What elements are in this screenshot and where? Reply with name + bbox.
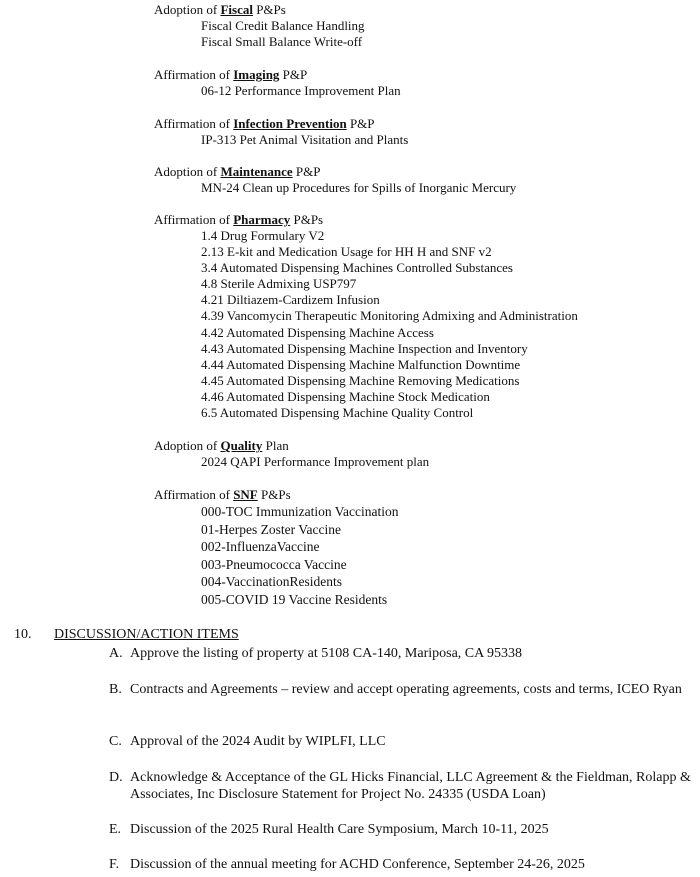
item-text: Discussion of the annual meeting for ACHD Conference, September 24-26, 2025 (130, 857, 585, 872)
policy-item: 005-COVID 19 Vaccine Residents (201, 591, 388, 607)
policy-item: 4.44 Automated Dispensing Machine Malfunction Downtime (201, 356, 521, 372)
section-heading: Adoption of Fiscal P&Ps (154, 2, 286, 17)
item-text: Approval of the 2024 Audit by WIPLFI, LLC (130, 734, 386, 749)
section-quality (154, 438, 429, 470)
action-item (109, 856, 699, 873)
action-item (109, 645, 699, 662)
category-maintenance: Maintenance (220, 164, 293, 179)
category-pharmacy: Pharmacy (233, 212, 291, 227)
action-item (109, 681, 699, 698)
item-letter: B. (109, 682, 122, 697)
policy-item: 003-Pneumococca Vaccine (201, 556, 347, 572)
section-maintenance (154, 164, 516, 196)
item-text: Acknowledge & Acceptance of the GL Hicks Financial, LLC Agreement & the Fieldman, Rolapp & Associates, Inc Disclosure Statement for Project No. 24335 (USDA Loan) (130, 770, 691, 802)
policy-item: 002-InfluenzaVaccine (201, 539, 320, 555)
policy-item: 06-12 Performance Improvement Plan (201, 83, 401, 98)
item-letter: E. (109, 822, 122, 837)
category-fiscal: Fiscal (220, 2, 253, 17)
policy-item: Fiscal Small Balance Write-off (201, 34, 363, 50)
policy-item: 4.21 Diltiazem-Cardizem Infusion (201, 292, 380, 308)
item-letter: C. (109, 734, 122, 749)
policy-item: 004-VaccinationResidents (201, 574, 342, 590)
policy-item: 2.13 E-kit and Medication Usage for HH H and SNF v2 (201, 244, 492, 260)
policy-item: 4.39 Vancomycin Therapeutic Monitoring Admixing and Administration (201, 308, 578, 324)
item-text: Discussion of the 2025 Rural Health Care Symposium, March 10-11, 2025 (130, 822, 549, 837)
item-text: Contracts and Agreements – review and accept operating agreements, costs and terms, ICEO Ryan (130, 682, 682, 697)
policy-item: MN-24 Clean up Procedures for Spills of Inorganic Mercury (201, 180, 517, 195)
section-heading: Affirmation of Imaging P&P (154, 67, 308, 82)
item-letter: F. (109, 857, 120, 872)
section-title: DISCUSSION/ACTION ITEMS (54, 627, 239, 642)
section-infection-prevention (154, 116, 408, 148)
section-number: 10. (14, 627, 32, 642)
action-item (109, 821, 699, 838)
policy-item: 000-TOC Immunization Vaccination (201, 504, 399, 519)
section-fiscal (154, 2, 365, 50)
policy-item: 4.46 Automated Dispensing Machine Stock Medication (201, 388, 490, 404)
section-pharmacy (154, 212, 578, 421)
section-heading: Adoption of Quality Plan (154, 438, 289, 453)
policy-item: 4.42 Automated Dispensing Machine Access (201, 324, 434, 340)
item-letter: A. (109, 646, 123, 661)
policy-item: 4.45 Automated Dispensing Machine Removing Medications (201, 372, 520, 388)
action-item (109, 769, 699, 803)
category-snf: SNF (233, 487, 258, 502)
category-imaging: Imaging (233, 67, 280, 82)
section-heading: Affirmation of SNF P&Ps (154, 487, 291, 502)
policy-item: Fiscal Credit Balance Handling (201, 18, 365, 33)
policy-item: IP-313 Pet Animal Visitation and Plants (201, 132, 409, 147)
item-text: Approve the listing of property at 5108 CA-140, Mariposa, CA 95338 (130, 646, 522, 661)
section-heading: Adoption of Maintenance P&P (154, 164, 321, 179)
section-heading: Affirmation of Infection Prevention P&P (154, 116, 375, 131)
policy-item: 6.5 Automated Dispensing Machine Quality Control (201, 405, 474, 421)
discussion-heading (14, 627, 239, 643)
section-heading: Affirmation of Pharmacy P&Ps (154, 212, 324, 227)
policy-item: 4.8 Sterile Admixing USP797 (201, 276, 357, 292)
item-letter: D. (109, 770, 123, 785)
section-imaging (154, 67, 401, 99)
category-quality: Quality (220, 438, 263, 453)
category-infection-prevention: Infection Prevention (233, 116, 347, 131)
policy-item: 1.4 Drug Formulary V2 (201, 228, 325, 243)
policy-item: 3.4 Automated Dispensing Machines Controlled Substances (201, 260, 513, 276)
section-snf (154, 487, 398, 609)
policy-item: 4.43 Automated Dispensing Machine Inspection and Inventory (201, 340, 528, 356)
action-item (109, 733, 699, 750)
policy-item: 01-Herpes Zoster Vaccine (201, 521, 341, 537)
policy-item: 2024 QAPI Performance Improvement plan (201, 454, 430, 469)
